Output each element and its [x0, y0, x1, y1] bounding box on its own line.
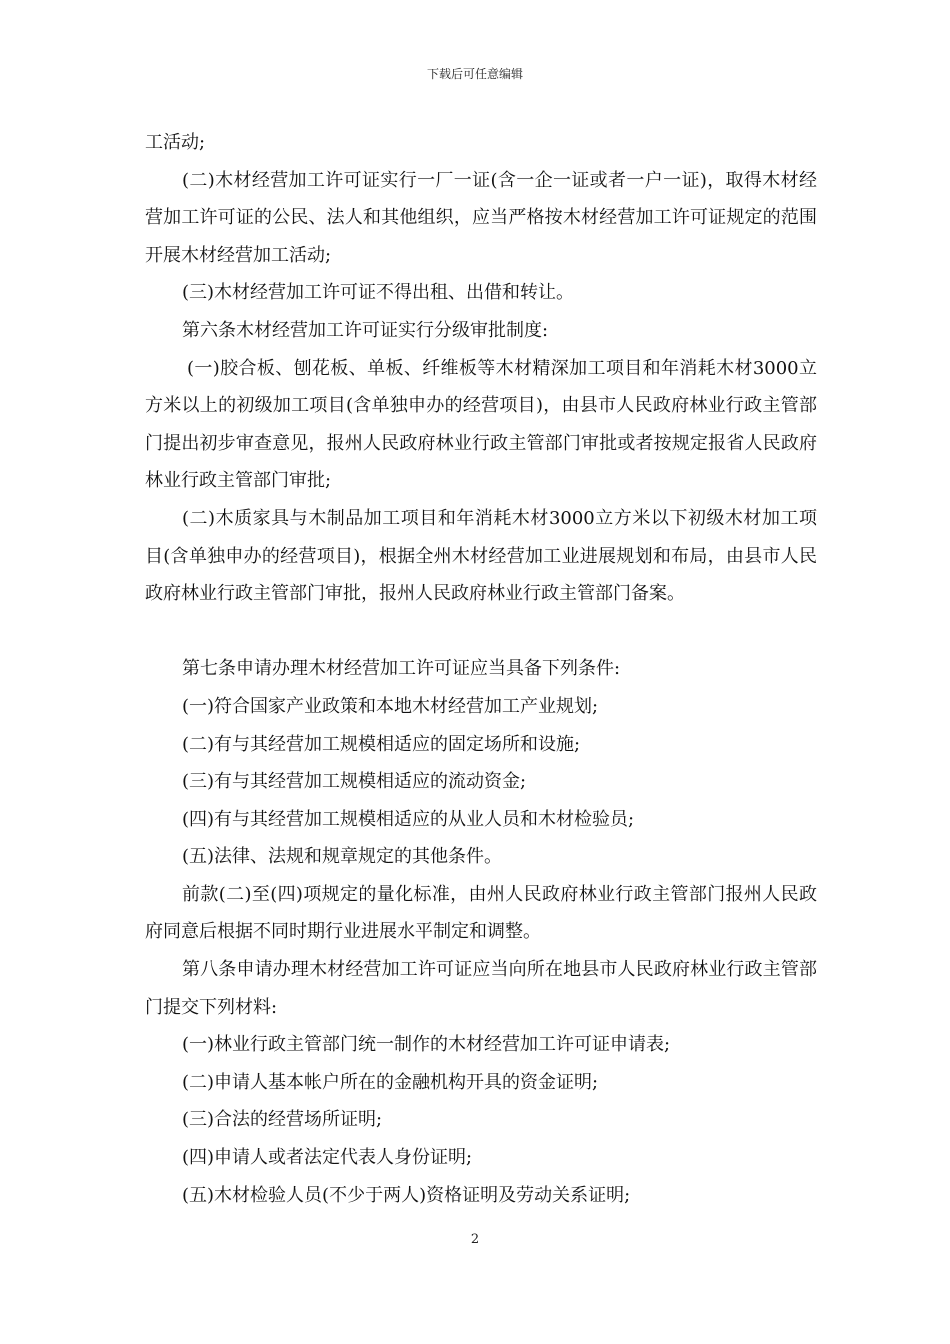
paragraph: (一)符合国家产业政策和本地木材经营加工产业规划;	[182, 695, 599, 717]
paragraph: 第七条申请办理木材经营加工许可证应当具备下列条件:	[182, 658, 621, 680]
paragraph: (二)木质家具与木制品加工项目和年消耗木材3000立方米以下初级木材加工项目(含单独申办的经营项目)，根据全州木材经营加工业进展规划和布局，由县市人民政府林业行政主管部门审批，报州人民政府林业行政主管部门备案。	[145, 507, 817, 605]
paragraph: (四)申请人或者法定代表人身份证明;	[182, 1147, 473, 1169]
paragraph: (一)林业行政主管部门统一制作的木材经营加工许可证申请表;	[182, 1034, 671, 1056]
page-header: 下载后可任意编辑	[426, 67, 523, 81]
paragraph: (五)木材检验人员(不少于两人)资格证明及劳动关系证明;	[182, 1184, 631, 1206]
document-body	[145, 124, 817, 1214]
paragraph: 工活动;	[145, 132, 206, 153]
paragraph: (三)有与其经营加工规模相适应的流动资金;	[182, 771, 527, 793]
paragraph: (二)有与其经营加工规模相适应的固定场所和设施;	[182, 733, 581, 755]
paragraph: (二)申请人基本帐户所在的金融机构开具的资金证明;	[182, 1071, 599, 1093]
page-number: 2	[470, 1232, 480, 1247]
paragraph: (二)木材经营加工许可证实行一厂一证(含一企一证或者一户一证)，取得木材经营加工许可证的公民、法人和其他组织，应当严格按木材经营加工许可证规定的范围开展木材经营加工活动;	[145, 169, 817, 266]
paragraph: (五)法律、法规和规章规定的其他条件。	[182, 846, 503, 868]
paragraph: (四)有与其经营加工规模相适应的从业人员和木材检验员;	[182, 808, 635, 830]
paragraph: 第八条申请办理木材经营加工许可证应当向所在地县市人民政府林业行政主管部门提交下列材料:	[145, 959, 817, 1018]
paragraph: (三)合法的经营场所证明;	[182, 1109, 383, 1131]
paragraph-gap	[145, 613, 817, 651]
paragraph: (一)胶合板、刨花板、单板、纤维板等木材精深加工项目和年消耗木材3000立方米以上的初级加工项目(含单独申办的经营项目)，由县市人民政府林业行政主管部门提出初步审查意见，报州人民政府林业行政主管部门审批或者按规定报省人民政府林业行政主管部门审批;	[145, 357, 817, 492]
paragraph: 第六条木材经营加工许可证实行分级审批制度:	[182, 319, 549, 341]
paragraph: 前款(二)至(四)项规定的量化标准，由州人民政府林业行政主管部门报州人民政府同意后根据不同时期行业进展水平制定和调整。	[145, 883, 817, 943]
paragraph: (三)木材经营加工许可证不得出租、出借和转让。	[182, 282, 575, 304]
